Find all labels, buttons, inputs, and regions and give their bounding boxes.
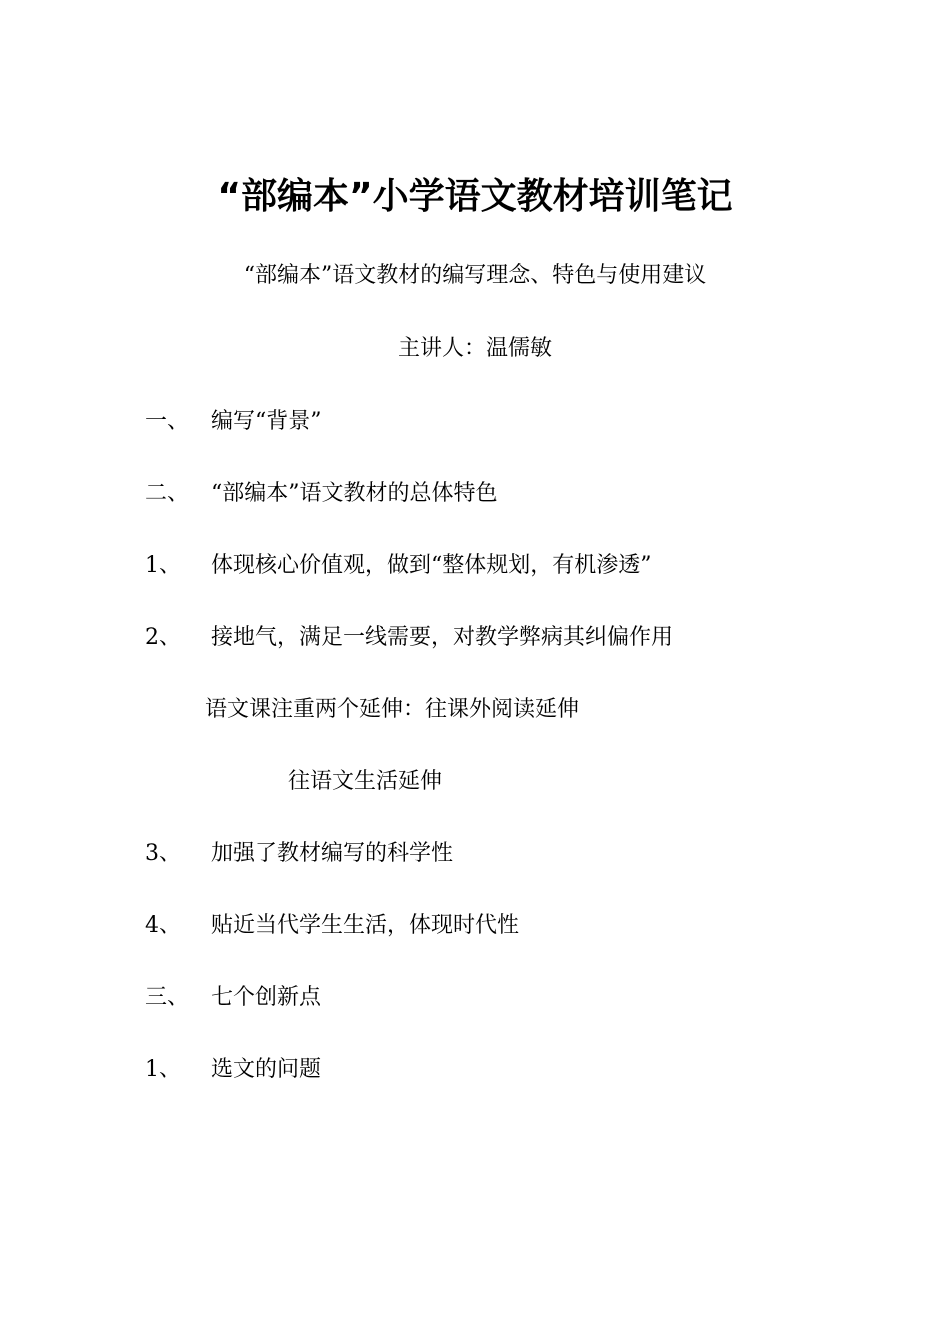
outline-marker: 3、	[145, 841, 181, 866]
outline-line	[0, 478, 950, 510]
outline-marker: 三、	[145, 985, 190, 1010]
outline-line	[0, 1054, 950, 1086]
outline-text: 选文的问题	[211, 1057, 322, 1082]
outline-line	[0, 622, 950, 654]
outline-line	[0, 406, 950, 438]
outline-marker: 一、	[145, 409, 190, 434]
outline-text: 往语文生活延伸	[288, 769, 443, 794]
outline-text: 加强了教材编写的科学性	[211, 841, 454, 866]
outline-text: 体现核心价值观，做到“整体规划，有机渗透”	[211, 553, 652, 578]
speaker-line: 主讲人：温儒敏	[397, 336, 552, 361]
outline-line	[0, 982, 950, 1014]
outline-marker: 1、	[145, 553, 181, 578]
outline-text: 编写“背景”	[211, 409, 322, 434]
outline-marker: 二、	[145, 481, 190, 506]
outline-marker: 4、	[145, 913, 181, 938]
outline-marker: 1、	[145, 1057, 181, 1082]
outline-text: 接地气，满足一线需要，对教学弊病其纠偏作用	[211, 625, 674, 650]
document-subtitle: “部编本”语文教材的编写理念、特色与使用建议	[243, 263, 707, 288]
outline-marker: 2、	[145, 625, 181, 650]
outline-text: 语文课注重两个延伸：往课外阅读延伸	[205, 697, 580, 722]
outline-line	[0, 910, 950, 942]
outline-text: “部编本”语文教材的总体特色	[211, 481, 498, 506]
outline-text: 七个创新点	[211, 985, 322, 1010]
outline-line	[0, 550, 950, 582]
outline-line	[0, 766, 950, 798]
document-title: “部编本”小学语文教材培训笔记	[217, 176, 733, 217]
outline-line	[0, 838, 950, 870]
outline-line	[0, 694, 950, 726]
outline-text: 贴近当代学生生活，体现时代性	[211, 913, 520, 938]
